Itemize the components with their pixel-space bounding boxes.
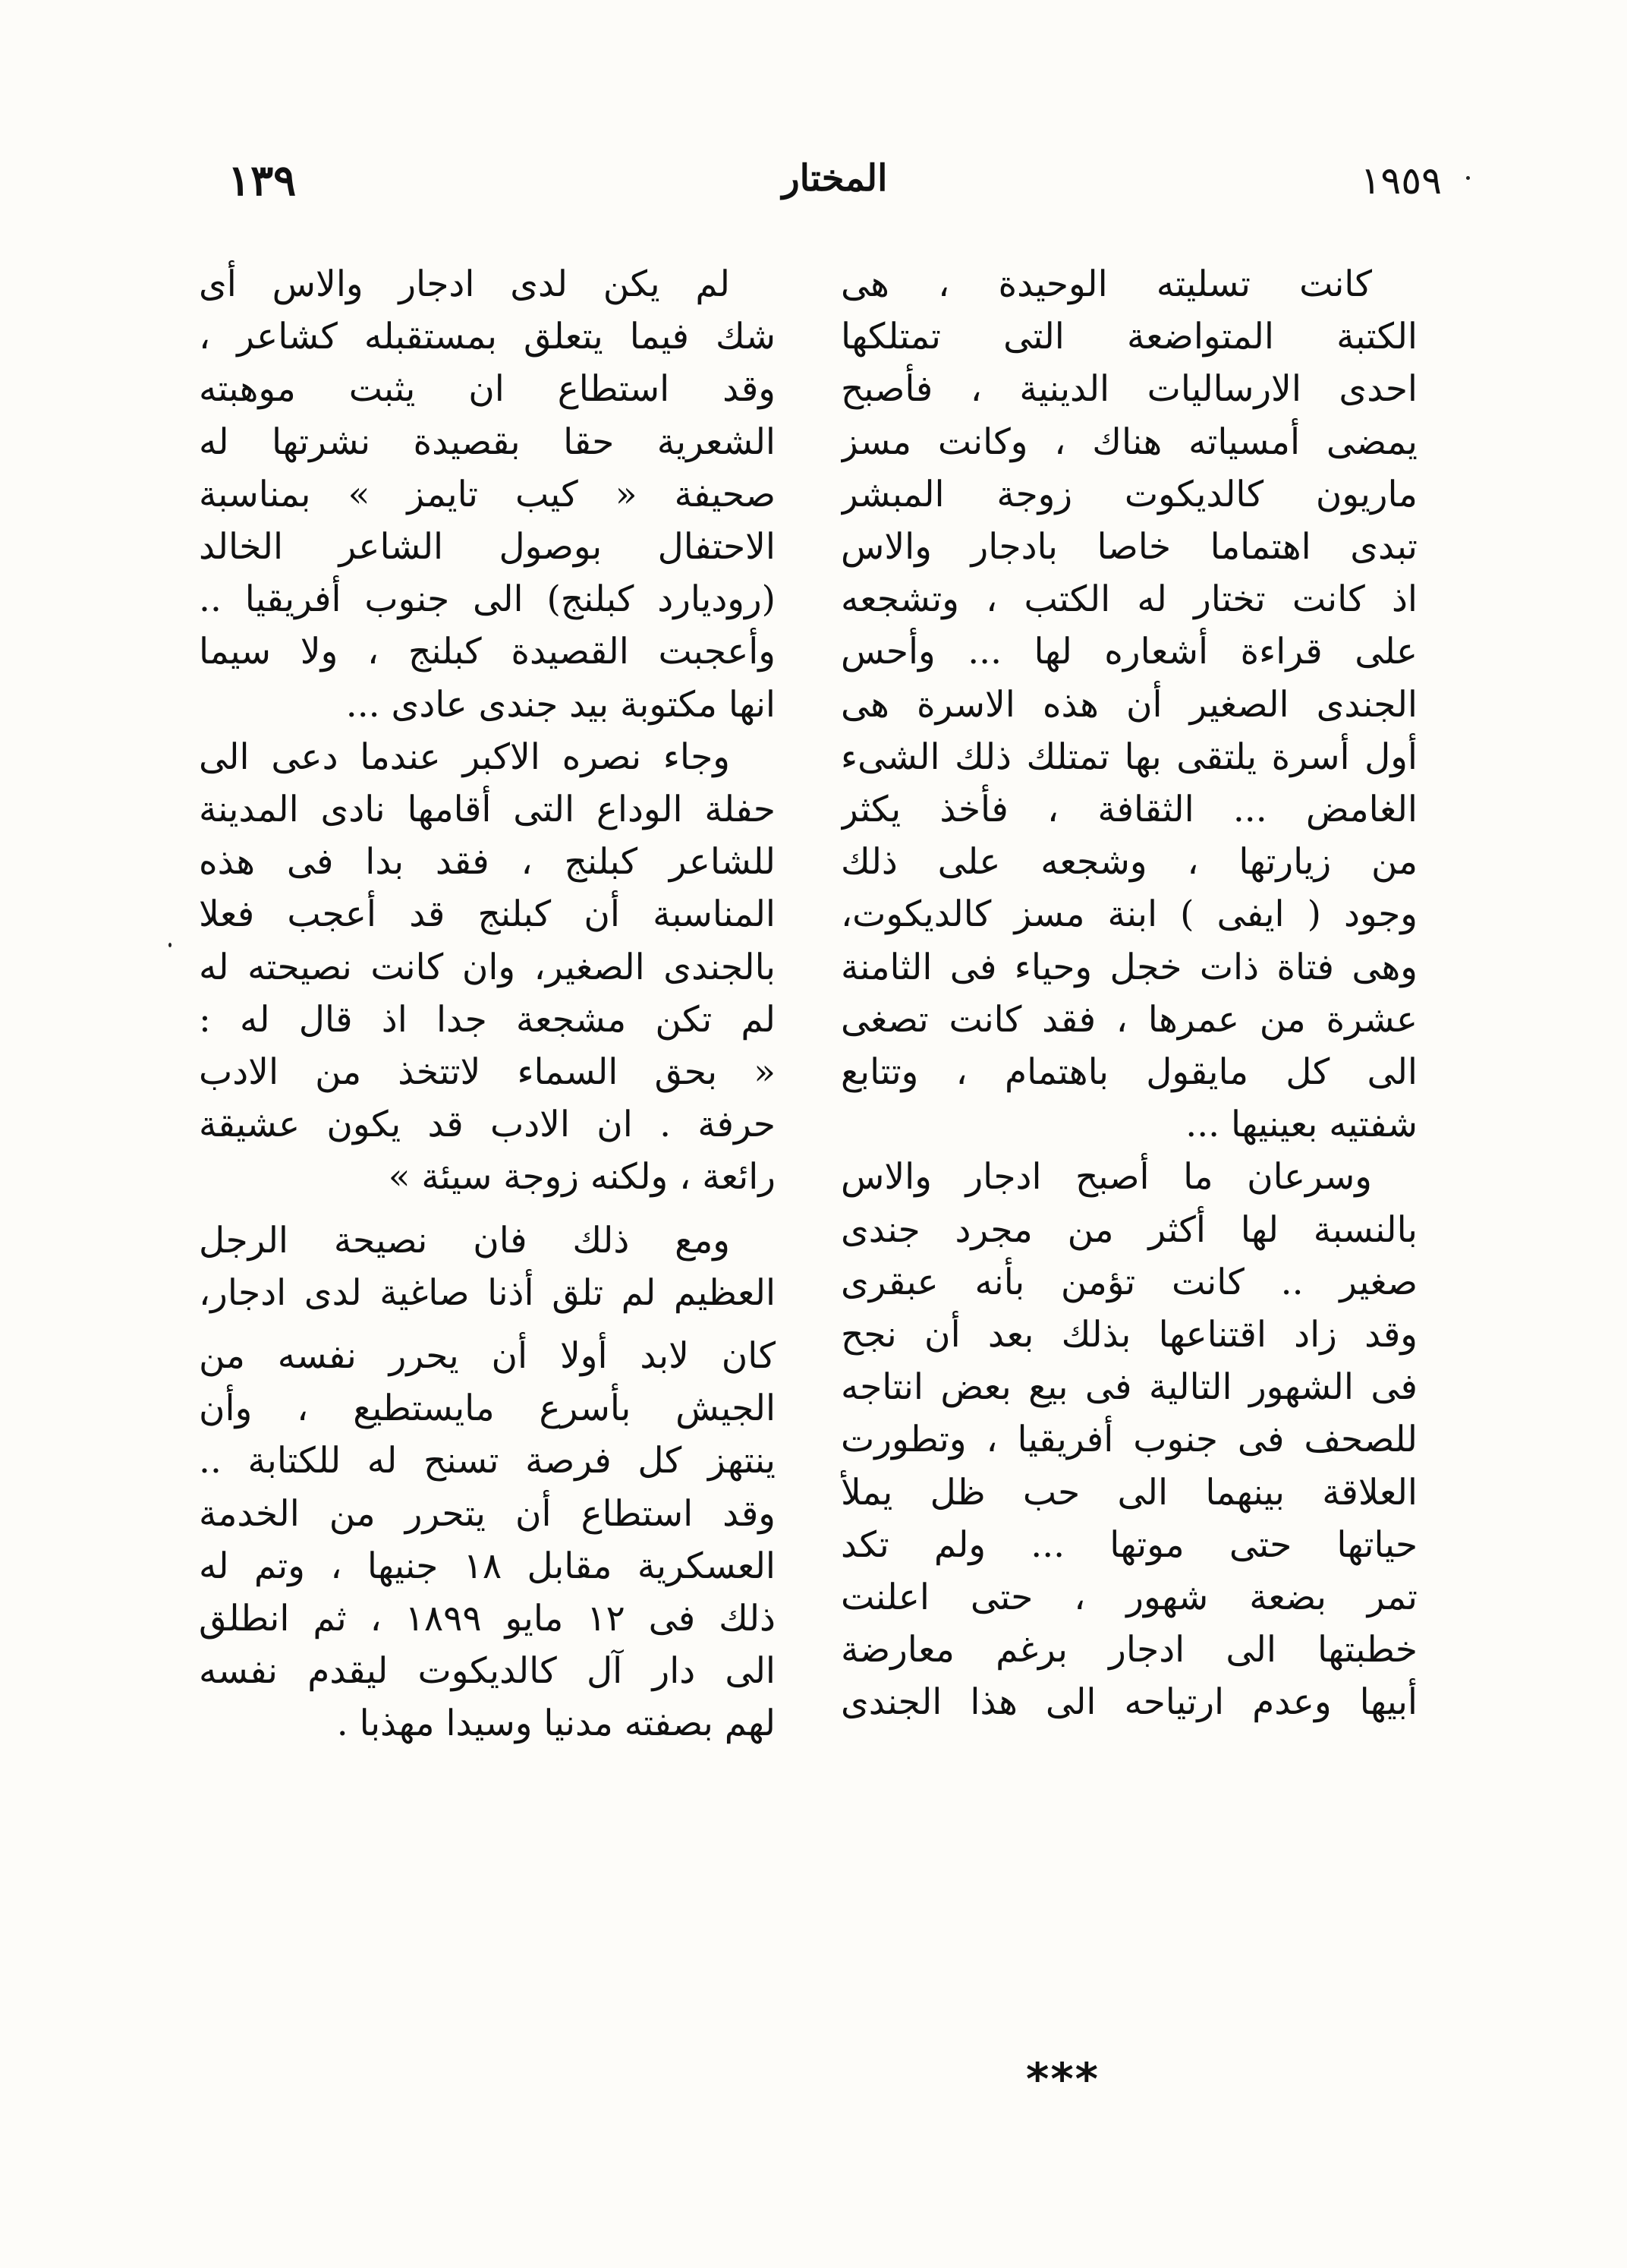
text-line: الشعرية حقا بقصيدة نشرتها له	[199, 421, 776, 463]
print-speck	[168, 943, 172, 947]
print-speck	[1466, 176, 1470, 180]
text-line: ينتهز كل فرصة تسنح له للكتابة ..	[199, 1440, 776, 1482]
page-number: ١٣٩	[228, 156, 297, 206]
text-line: حياتها حتى موتها ... ولم تكد	[841, 1523, 1418, 1566]
text-line: « بحق السماء لاتتخذ من الادب	[199, 1051, 776, 1094]
section-end-mark: ***	[1026, 2053, 1100, 2105]
text-line: العظيم لم تلق أذنا صاغية لدى ادجار،	[199, 1271, 776, 1314]
text-line: الكتبة المتواضعة التى تمتلكها	[841, 316, 1418, 358]
text-line: حفلة الوداع التى أقامها نادى المدينة	[199, 789, 776, 831]
text-line: المناسبة أن كبلنج قد أعجب فعلا	[199, 893, 776, 936]
text-line: تمر بضعة شهور ، حتى اعلنت	[841, 1577, 1418, 1619]
text-line: ماريون كالديكوت زوجة المبشر	[841, 473, 1418, 515]
text-line: الغامض ... الثقافة ، فأخذ يكثر	[841, 789, 1418, 831]
text-line: ومع ذلك فان نصيحة الرجل	[199, 1219, 730, 1262]
text-line: الى كل مايقول باهتمام ، وتتابع	[841, 1051, 1418, 1094]
text-line: انها مكتوبة بيد جندى عادى ...	[345, 683, 776, 726]
text-line: كانت تسليته الوحيدة ، هى	[841, 263, 1372, 305]
text-line: احدى الارساليات الدينية ، فأصبح	[841, 368, 1418, 411]
text-line: العلاقة بينهما الى حب ظل يملأ	[841, 1471, 1418, 1514]
text-line: بالجندى الصغير، وان كانت نصيحته له	[199, 946, 776, 988]
text-line: للشاعر كبلنج ، فقد بدا فى هذه	[199, 841, 776, 884]
paragraph-gap	[199, 1319, 776, 1330]
text-line: يمضى أمسياته هناك ، وكانت مسز	[841, 421, 1418, 463]
text-line: كان لابد أولا أن يحرر نفسه من	[199, 1335, 776, 1378]
text-line: العسكرية مقابل ١٨ جنيها ، وتم له	[199, 1545, 776, 1587]
text-line: صغير .. كانت تؤمن بأنه عبقرى	[841, 1261, 1418, 1303]
text-line: وسرعان ما أصبح ادجار والاس	[841, 1156, 1372, 1199]
text-line: وجود ( ايفى ) ابنة مسز كالديكوت،	[841, 893, 1418, 936]
text-line: لم تكن مشجعة جدا اذ قال له :	[199, 998, 776, 1041]
text-line: لهم بصفته مدنيا وسيدا مهذبا .	[336, 1703, 776, 1745]
text-line: وقد استطاع أن يتحرر من الخدمة	[199, 1492, 776, 1535]
text-line: ذلك فى ١٢ مايو ١٨٩٩ ، ثم انطلق	[199, 1598, 776, 1640]
text-line: الجيش بأسرع مايستطيع ، وأن	[199, 1388, 776, 1430]
text-line: وهى فتاة ذات خجل وحياء فى الثامنة	[841, 946, 1418, 988]
text-line: وقد زاد اقتناعها بذلك بعد أن نجح	[841, 1314, 1418, 1356]
text-line: من زيارتها ، وشجعه على ذلك	[841, 841, 1418, 884]
text-line: فى الشهور التالية فى بيع بعض انتاجه	[841, 1366, 1418, 1409]
text-line: اذ كانت تختار له الكتب ، وتشجعه	[841, 578, 1418, 621]
text-line: لم يكن لدى ادجار والاس أى	[199, 263, 730, 305]
text-line: وأعجبت القصيدة كبلنج ، ولا سيما	[199, 631, 776, 673]
paragraph-gap	[199, 1204, 776, 1214]
page-header	[228, 156, 1442, 216]
text-line: عشرة من عمرها ، فقد كانت تصغى	[841, 998, 1418, 1041]
text-line: تبدى اهتماما خاصا بادجار والاس	[841, 526, 1418, 569]
text-line: شفتيه بعينيها ...	[1185, 1104, 1418, 1146]
text-line: أول أسرة يلتقى بها تمتلك ذلك الشىء	[841, 736, 1418, 778]
text-line: شك فيما يتعلق بمستقبله كشاعر ،	[199, 316, 776, 358]
issue-year: ١٩٥٩	[1360, 159, 1442, 203]
text-line: صحيفة « كيب تايمز » بمناسبة	[199, 473, 776, 515]
right-text-column	[841, 258, 1418, 1729]
text-line: للصحف فى جنوب أفريقيا ، وتطورت	[841, 1419, 1418, 1461]
text-line: وجاء نصره الاكبر عندما دعى الى	[199, 736, 730, 778]
left-text-column	[199, 258, 776, 1750]
text-line: على قراءة أشعاره لها ... وأحس	[841, 631, 1418, 673]
text-line: حرفة . ان الادب قد يكون عشيقة	[199, 1104, 776, 1146]
text-line: (روديارد كبلنج) الى جنوب أفريقيا ..	[199, 578, 776, 621]
text-line: الاحتفال بوصول الشاعر الخالد	[199, 526, 776, 569]
text-line: الجندى الصغير أن هذه الاسرة هى	[841, 683, 1418, 726]
text-line: وقد استطاع ان يثبت موهبته	[199, 368, 776, 411]
text-line: أبيها وعدم ارتياحه الى هذا الجندى	[841, 1681, 1418, 1724]
text-line: خطبتها الى ادجار برغم معارضة	[841, 1629, 1418, 1671]
text-line: بالنسبة لها أكثر من مجرد جندى	[841, 1208, 1418, 1251]
magazine-title: المختار	[782, 157, 888, 200]
text-line: رائعة ، ولكنه زوجة سيئة »	[388, 1156, 776, 1199]
text-line: الى دار آل كالديكوت ليقدم نفسه	[199, 1650, 776, 1693]
